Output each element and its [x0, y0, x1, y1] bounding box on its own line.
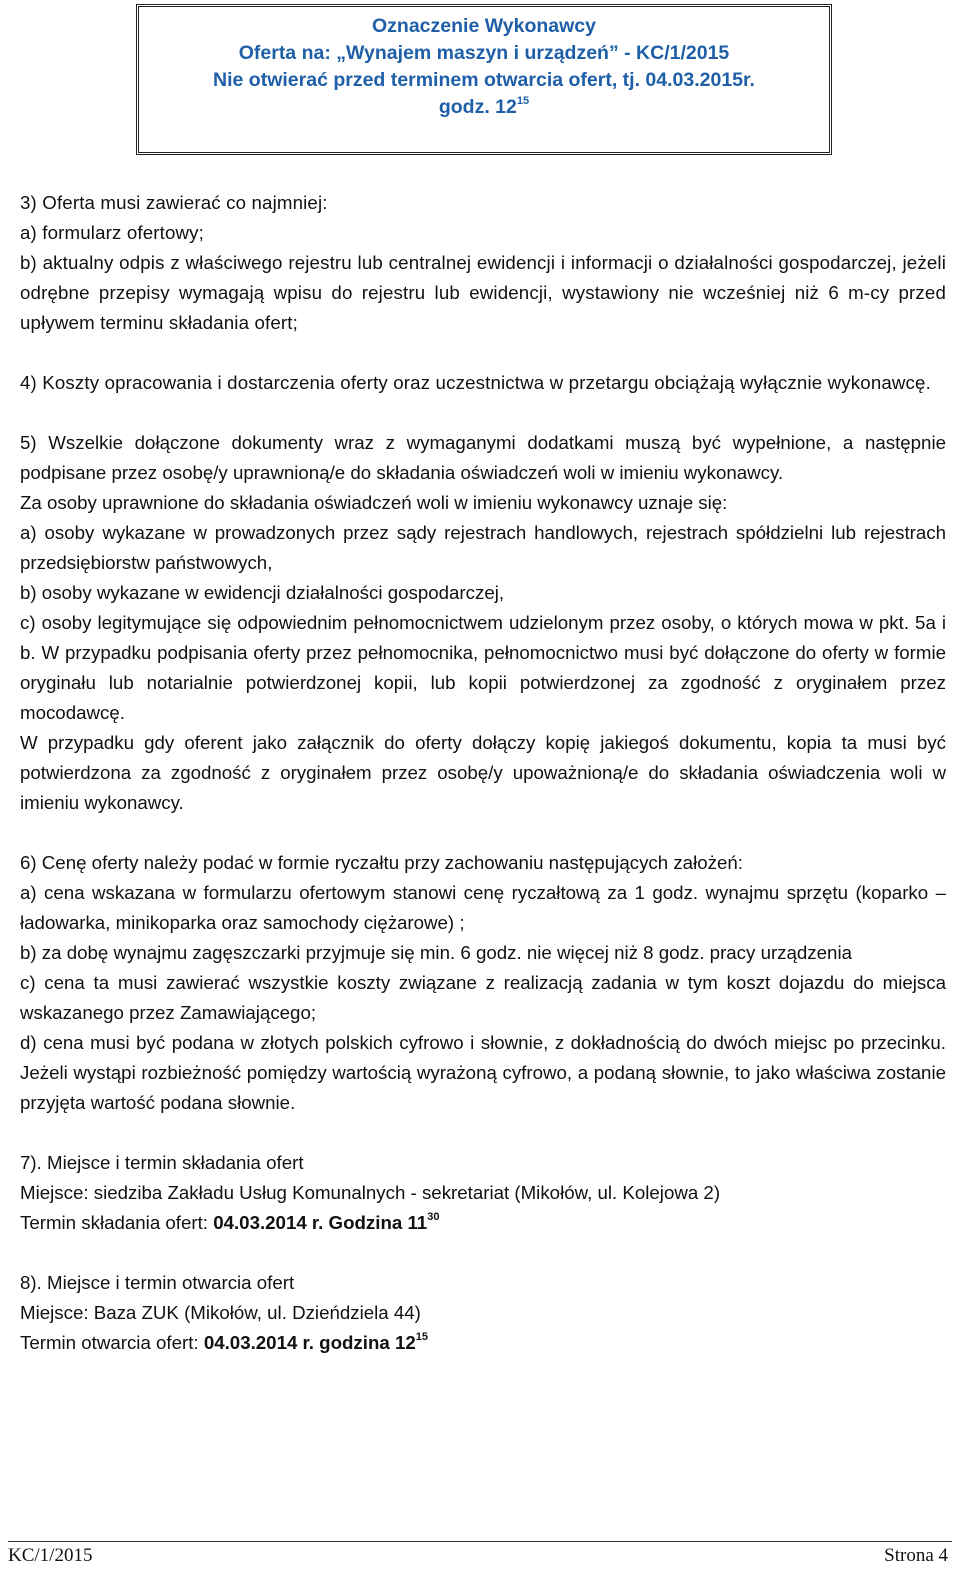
section-4-text: 4) Koszty opracowania i dostarczenia oferty oraz uczestnictwa w przetargu obciążają wyłącznie wykonawcę. [20, 372, 931, 393]
section-7-term: Termin składania ofert: 04.03.2014 r. Godzina $11^{30}$ [20, 1211, 440, 1233]
section-3-item-b: b) aktualny odpis z właściwego rejestru lub centralnej ewidencji i informacji o działalności gospodarczej, jeżeli odrębne przepisy wymagają wpisu do rejestru lub ewidencji, wystawiony nie wcześniej niż 6 m-cy przed upływem terminu składania ofert; [20, 252, 946, 333]
footer-reference: KC/1/2015 [8, 1545, 93, 1566]
section-5-item-a: a) osoby wykazane w prowadzonych przez sądy rejestrach handlowych, rejestrach spółdzielni lub rejestrach przedsiębiorstw państwowych, [20, 522, 946, 573]
section-8-place: Miejsce: Baza ZUK (Mikołów, ul. Dzieńdziela 44) [20, 1302, 421, 1323]
section-7-place: Miejsce: siedziba Zakładu Usług Komunalnych - sekretariat (Mikołów, ul. Kolejowa 2) [20, 1182, 721, 1203]
section-5-paragraph-1: 5) Wszelkie dołączone dokumenty wraz z wymaganymi dodatkami muszą być wypełnione, a następnie podpisane przez osobę/y uprawnioną/e do składania oświadczeń woli w imieniu wykonawcy. [20, 432, 946, 483]
section-6-item-d: d) cena musi być podana w złotych polskich cyfrowo i słownie, z dokładnością do dwóch miejsc po przecinku. Jeżeli wystąpi rozbieżność pomiędzy wartością wyrażoną cyfrowo, a podaną słownie, to jako właściwa zostanie przyjęta wartość podana słownie. [20, 1032, 946, 1113]
section-5-paragraph-2: Za osoby uprawnione do składania oświadczeń woli w imieniu wykonawcy uznaje się: [20, 492, 728, 513]
section-5-paragraph-3: W przypadku gdy oferent jako załącznik do oferty dołączy kopię jakiegoś dokumentu, kopia ta musi być potwierdzona za zgodność z oryginałem przez osobę/y upoważnioną/e do składania oświadczenia woli w imieniu wykonawcy. [20, 732, 946, 813]
section-6-item-b: b) za dobę wynajmu zagęszczarki przyjmuje się min. 6 godz. nie więcej niż 8 godz. pracy urządzenia [20, 942, 852, 963]
header-line-hour: godz. $12^{15}$ [438, 95, 530, 118]
section-6-item-c: c) cena ta musi zawierać wszystkie koszty związane z realizacją zadania w tym koszt dojazdu do miejsca wskazanego przez Zamawiającego; [20, 972, 946, 1023]
document-body [20, 188, 946, 1358]
section-7-title: 7). Miejsce i termin składania ofert [20, 1152, 304, 1173]
header-line-contractor: Oznaczenie Wykonawcy [372, 15, 596, 37]
section-5-item-c: c) osoby legitymujące się odpowiednim pełnomocnictwem udzielonym przez osoby, o których mowa w pkt. 5a i b. W przypadku podpisania oferty przez pełnomocnika, pełnomocnictwo musi być dołączone do oferty w formie oryginału lub notarialnie potwierdzonej kopii, lub kopii potwierdzonej za zgodność z oryginałem przez mocodawcę. [20, 612, 946, 723]
section-6-title: 6) Cenę oferty należy podać w formie ryczałtu przy zachowaniu następujących założeń: [20, 852, 743, 873]
section-5-item-b: b) osoby wykazane w ewidencji działalności gospodarczej, [20, 582, 505, 603]
header-line-offer: Oferta na: „Wynajem maszyn i urządzeń” - KC/1/2015 [238, 42, 730, 64]
section-3-title: 3) Oferta musi zawierać co najmniej: [20, 192, 328, 213]
footer-divider [8, 1541, 952, 1542]
section-8-term: Termin otwarcia ofert: 04.03.2014 r. godzina $12^{15}$ [20, 1331, 428, 1353]
section-6-item-a: a) cena wskazana w formularzu ofertowym stanowi cenę ryczałtową za 1 godz. wynajmu sprzętu (koparko – ładowarka, minikoparka oraz samochody ciężarowe) ; [20, 882, 946, 933]
section-8-title: 8). Miejsce i termin otwarcia ofert [20, 1272, 295, 1293]
header-line-do-not-open: Nie otwierać przed terminem otwarcia ofert, tj. 04.03.2015r. [213, 69, 755, 91]
header-box [136, 4, 832, 155]
section-3-item-a: a) formularz ofertowy; [20, 222, 204, 243]
footer-page-number: Strona 4 [884, 1545, 948, 1566]
